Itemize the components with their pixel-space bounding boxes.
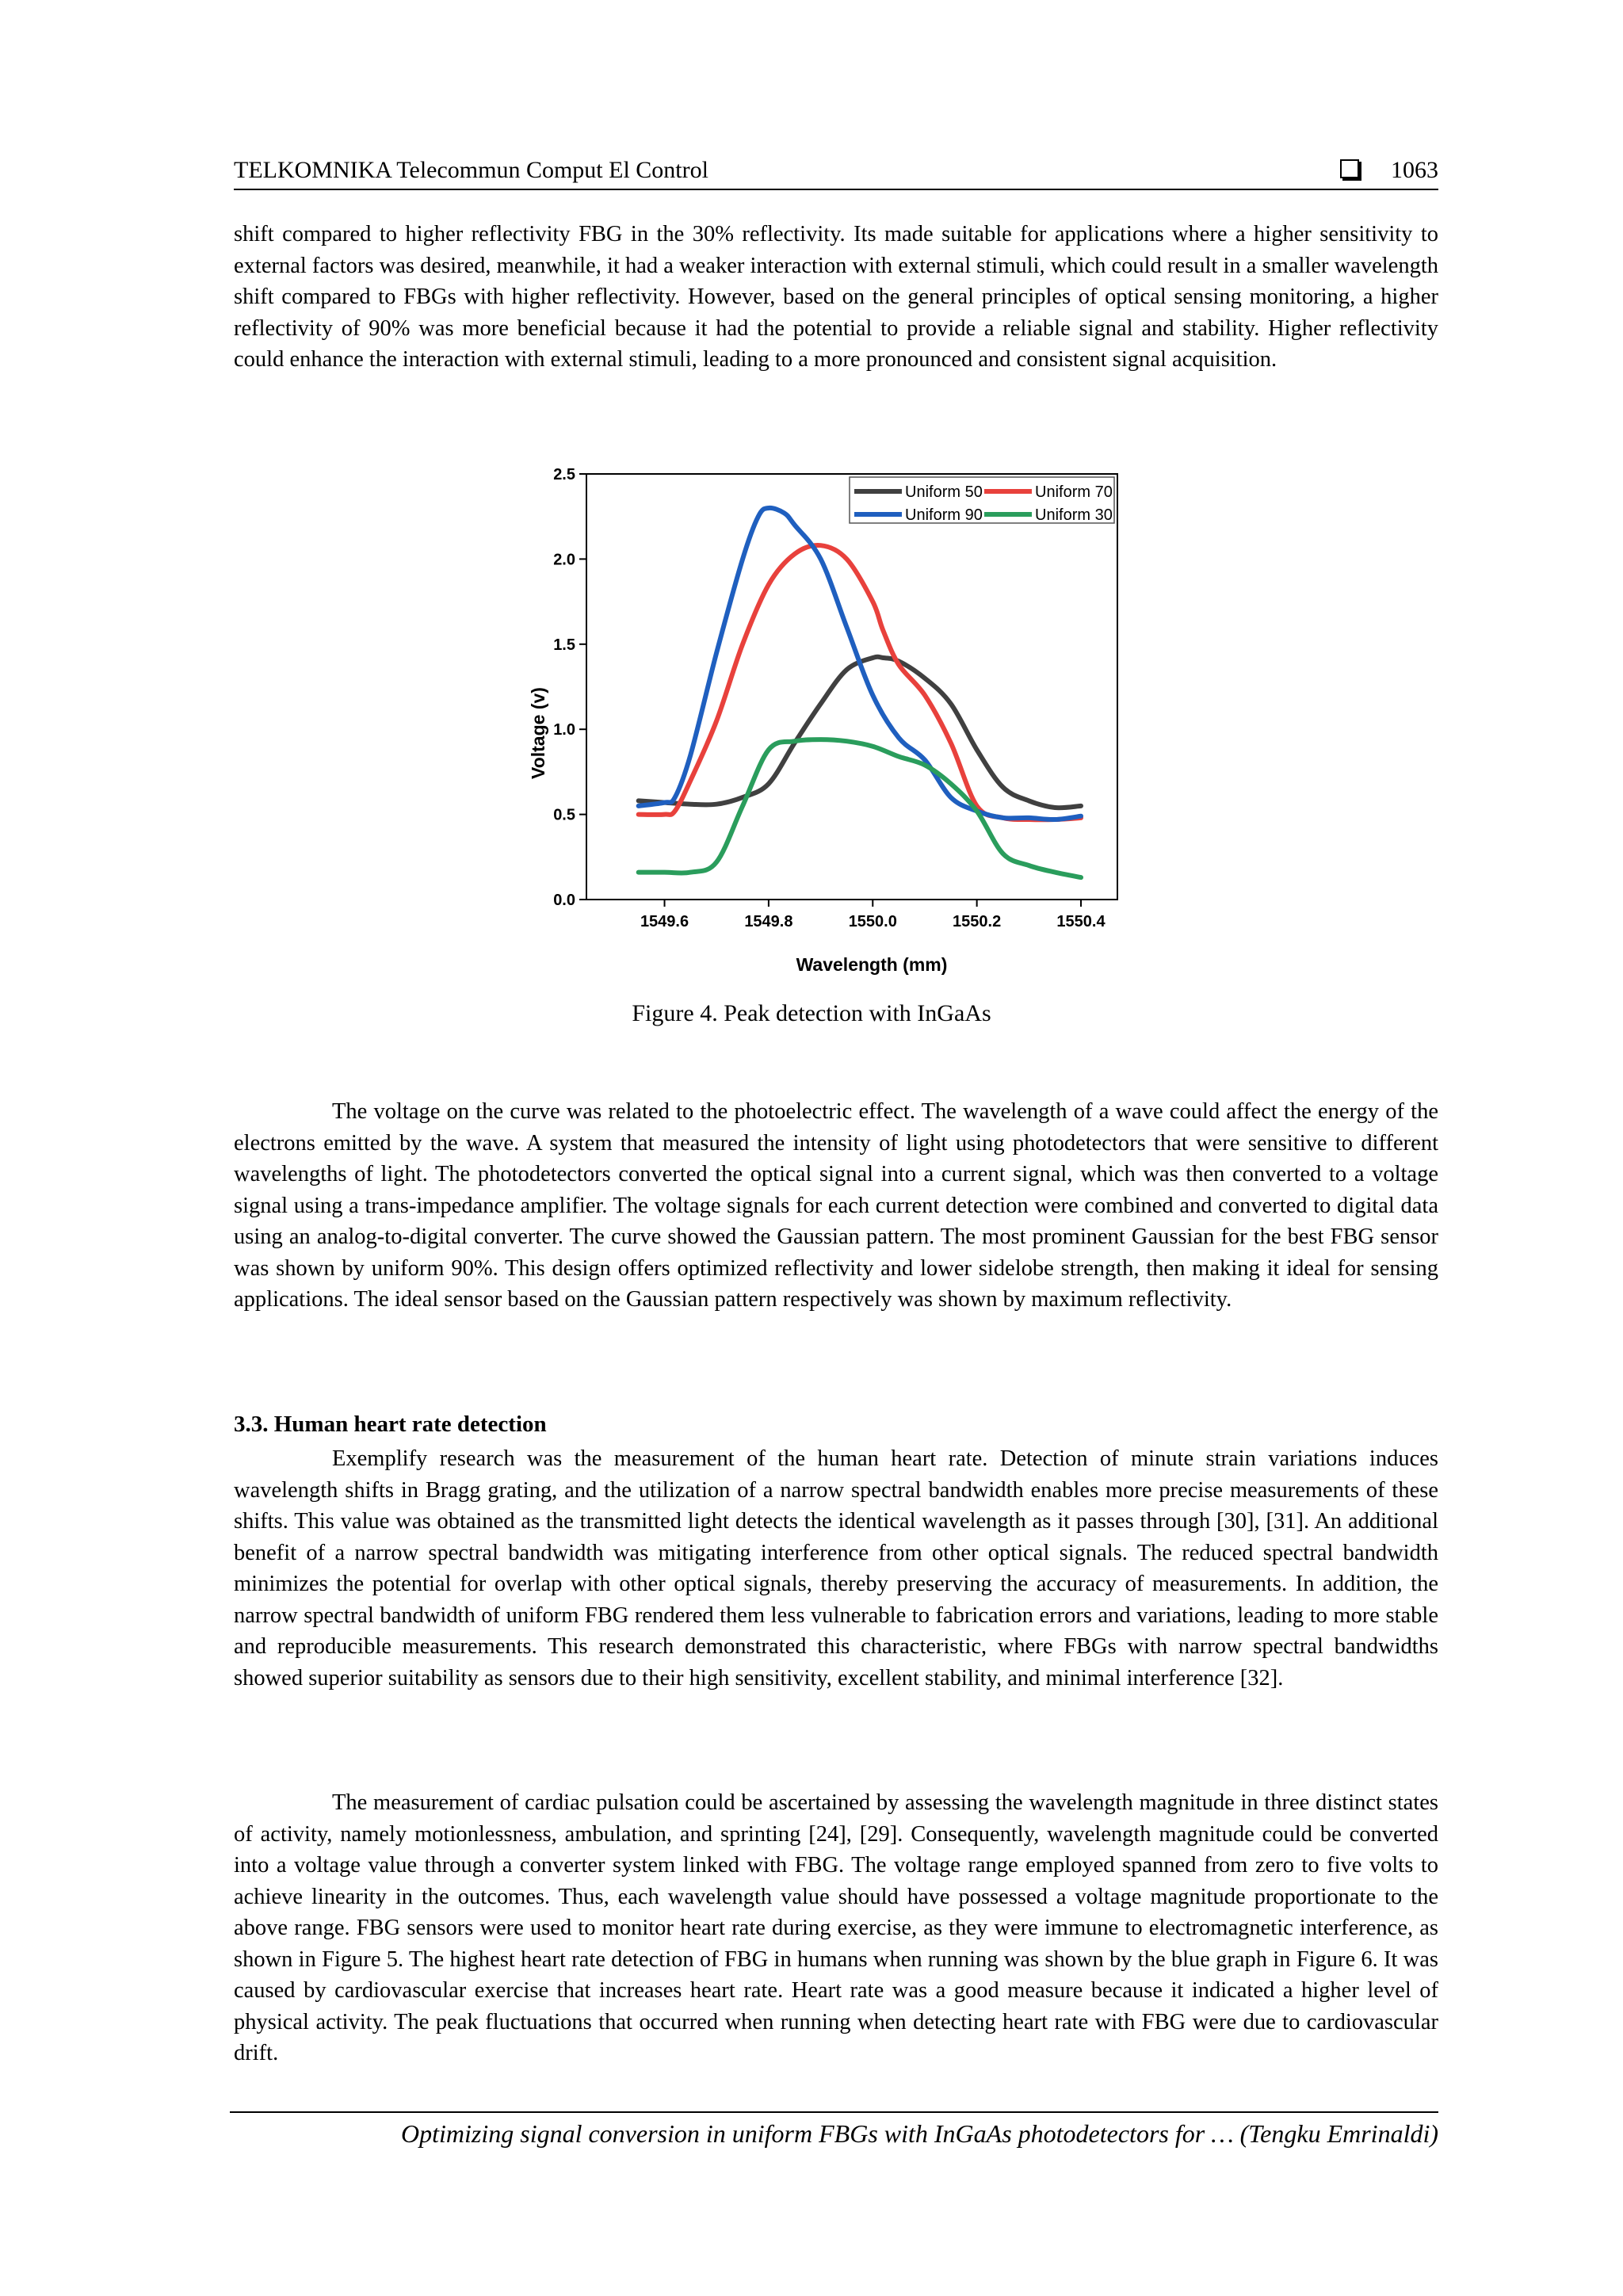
y-tick-label: 1.0 xyxy=(553,721,575,739)
x-tick-label: 1550.4 xyxy=(1056,913,1106,930)
series-line-uniform-30 xyxy=(639,739,1081,877)
plot-frame xyxy=(586,474,1117,900)
x-tick-label: 1549.6 xyxy=(640,913,689,930)
legend-label: Uniform 30 xyxy=(1035,506,1113,524)
journal-title: TELKOMNIKA Telecommun Comput El Control xyxy=(234,157,708,183)
chart-legend xyxy=(850,477,1114,524)
figure-4-chart xyxy=(507,460,1141,983)
section-heading: 3.3. Human heart rate detection xyxy=(234,1412,547,1437)
footer-running-title: Optimizing signal conversion in uniform FBGs with InGaAs photodetectors for … (Tengku Emrinaldi) xyxy=(401,2119,1438,2148)
paragraph-2: The voltage on the curve was related to the photoelectric effect. The wavelength of a wave could affect the energy of the electrons emitted by the wave. A system that measured the intensity of light using photodetectors that were sensitive to different wavelengths of light. The photodetectors converted the optical signal into a current signal, which was then converted to a voltage signal using a trans-impedance amplifier. The voltage signals for each current detection were combined and converted to digital data using an analog-to-digital converter. The curve showed the Gaussian pattern. The most prominent Gaussian for the best FBG sensor was shown by uniform 90%. This design offers optimized reflectivity and lower sidelobe strength, then making it ideal for sensing applications. The ideal sensor based on the Gaussian pattern respectively was shown by maximum reflectivity. xyxy=(234,1099,1438,1312)
x-tick-label: 1550.0 xyxy=(848,913,897,930)
legend-label: Uniform 90 xyxy=(905,506,983,524)
figure-caption: Figure 4. Peak detection with InGaAs xyxy=(632,1000,991,1026)
page-header xyxy=(234,152,1438,190)
page-number-block xyxy=(1340,157,1438,184)
series-lines xyxy=(639,508,1081,877)
axis-ticks xyxy=(553,466,1106,930)
legend-label: Uniform 50 xyxy=(905,483,983,501)
paragraph-1: shift compared to higher reflectivity FBG in the 30% reflectivity. Its made suitable for applications where a higher sensitivity to external factors was desired, meanwhile, it had a weaker interaction with external stimuli, which could result in a smaller wavelength shift compared to FBGs with higher reflectivity. However, based on the general principles of optical sensing monitoring, a higher reflectivity of 90% was more beneficial because it had the potential to provide a reliable signal and stability. Higher reflectivity could enhance the interaction with external stimuli, leading to a more pronounced and consistent signal acquisition. xyxy=(234,222,1438,372)
y-tick-label: 2.5 xyxy=(553,466,575,483)
series-line-uniform-90 xyxy=(639,508,1081,819)
paragraph-4: The measurement of cardiac pulsation could be ascertained by assessing the wavelength magnitude in three distinct states of activity, namely motionlessness, ambulation, and sprinting [24], [29]. Consequently, wavelength magnitude could be converted into a voltage value through a converter system linked with FBG. The voltage range employed spanned from zero to five volts to achieve linearity in the outcomes. Thus, each wavelength value should have possessed a voltage magnitude proportionate to the above range. FBG sensors were used to monitor heart rate during exercise, as they were immune to electromagnetic interference, as shown in Figure 5. The highest heart rate detection of FBG in humans when running was shown by the blue graph in Figure 6. It was caused by cardiovascular exercise that increases heart rate. Heart rate was a good measure because it indicated a higher level of physical activity. The peak fluctuations that occurred when running when detecting heart rate with FBG were due to cardiovascular drift. xyxy=(234,1790,1438,2065)
y-tick-label: 2.0 xyxy=(553,551,575,569)
legend-label: Uniform 70 xyxy=(1035,483,1113,501)
y-tick-label: 0.5 xyxy=(553,806,575,824)
page-footer xyxy=(230,2111,1438,2148)
x-axis-label: Wavelength (mm) xyxy=(796,954,948,975)
y-tick-label: 1.5 xyxy=(553,636,575,654)
page-number: 1063 xyxy=(1391,157,1438,183)
series-line-uniform-70 xyxy=(639,545,1081,819)
y-axis-label: Voltage (v) xyxy=(528,687,548,779)
series-line-uniform-50 xyxy=(639,657,1081,808)
square-bullet-icon xyxy=(1340,159,1359,178)
plot-area xyxy=(586,474,1117,900)
x-tick-label: 1549.8 xyxy=(744,913,793,930)
y-tick-label: 0.0 xyxy=(553,892,575,909)
paragraph-3: Exemplify research was the measurement of the human heart rate. Detection of minute strain variations induces wavelength shifts in Bragg grating, and the utilization of a narrow spectral bandwidth enables more precise measurements of these shifts. This value was obtained as the transmitted light detects the identical wavelength as it passes through [30], [31]. An additional benefit of a narrow spectral bandwidth was mitigating interference from other optical signals. The reduced spectral bandwidth minimizes the potential for overlap with other optical signals, thereby preserving the accuracy of measurements. In addition, the narrow spectral bandwidth of uniform FBG rendered them less vulnerable to fabrication errors and variations, leading to more stable and reproducible measurements. This research demonstrated this characteristic, where FBGs with narrow spectral bandwidths showed superior suitability as sensors due to their high sensitivity, excellent stability, and minimal interference [32]. xyxy=(234,1446,1438,1690)
x-tick-label: 1550.2 xyxy=(953,913,1002,930)
